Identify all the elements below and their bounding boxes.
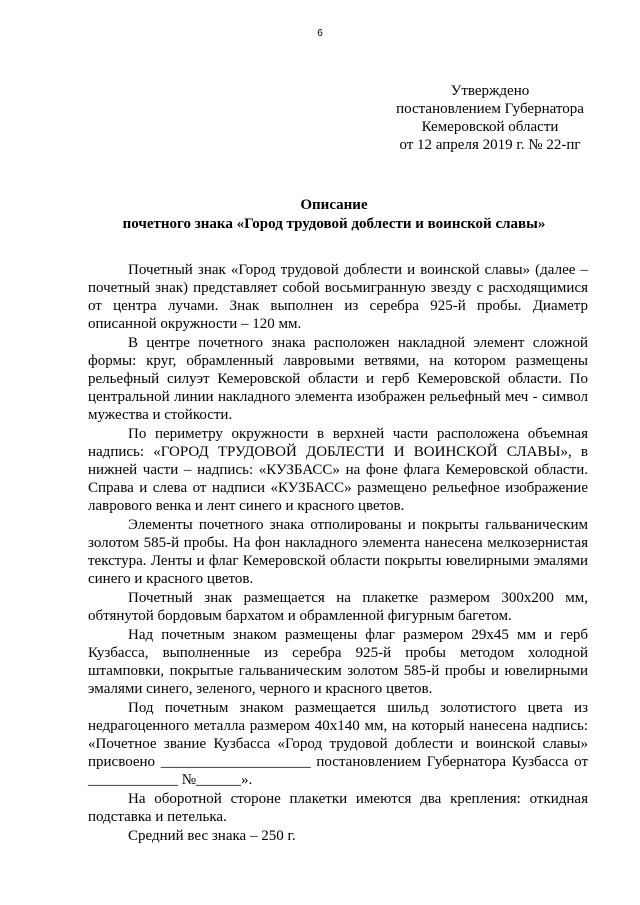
body-paragraph: Почетный знак размещается на плакетке размером 300x200 мм, обтянутой бордовым бархатом и обрамленной фигурным багетом. [88, 590, 588, 624]
title-line: почетного знака «Город трудовой доблести и воинской славы» [122, 216, 546, 232]
body-paragraph: Средний вес знака – 250 г. [128, 828, 296, 844]
approval-line: от 12 апреля 2019 г. № 22-пг [399, 137, 581, 153]
body-paragraph: Элементы почетного знака отполированы и покрыты гальваническим золотом 585-й пробы. На фон накладного элемента нанесена мелкозернистая текстура. Ленты и флаг Кемеровской области покрыты ювелирными эмалями синего и красного цветов. [88, 517, 588, 587]
body-paragraph: В центре почетного знака расположен накладной элемент сложной формы: круг, обрамленный лавровыми ветвями, на котором размещены рельефный силуэт Кемеровской области и герб Кемеровской области. По центральной линии накладного элемента изображен рельефный меч - символ мужества и стойкости. [88, 335, 588, 423]
body-paragraph: Почетный знак «Город трудовой доблести и воинской славы» (далее – почетный знак) представляет собой восьмигранную звезду с расходящимися от центра лучами. Знак выполнен из серебра 925-й пробы. Диаметр описанной окружности – 120 мм. [88, 262, 588, 332]
page-number: 6 [317, 28, 323, 39]
approval-line: постановлением Губернатора [396, 101, 584, 117]
document-title [60, 196, 608, 234]
approval-line: Утверждено [450, 83, 530, 99]
body-paragraph: Под почетным знаком размещается шильд золотистого цвета из недрагоценного металла размером 40x140 мм, на который нанесена надпись: «Почетное звание Кузбасса «Город трудовой доблести и воинской славы» присвоено ____________________ постановлением Губернатора Кузбасса от ____________ №______». [88, 700, 588, 788]
approval-line: Кемеровской области [421, 119, 559, 135]
document-body [88, 261, 588, 846]
body-paragraph: По периметру окружности в верхней части расположена объемная надпись: «ГОРОД ТРУДОВОЙ ДОБЛЕСТИ И ВОИНСКОЙ СЛАВЫ», в нижней части – надпись: «КУЗБАСС» на фоне флага Кемеровской области. Справа и слева от надписи «КУЗБАСС» размещено рельефное изображение лаврового венка и лент синего и красного цветов. [88, 426, 588, 514]
body-paragraph: Над почетным знаком размещены флаг размером 29x45 мм и герб Кузбасса, выполненные из серебра 925-й пробы методом холодной штамповки, покрытые гальваническим золотом 585-й пробы и ювелирными эмалями синего, зеленого, черного и красного цветов. [88, 627, 588, 697]
approval-block [372, 82, 608, 154]
body-paragraph: На оборотной стороне плакетки имеются два крепления: откидная подставка и петелька. [88, 791, 588, 825]
title-line: Описание [300, 197, 368, 213]
